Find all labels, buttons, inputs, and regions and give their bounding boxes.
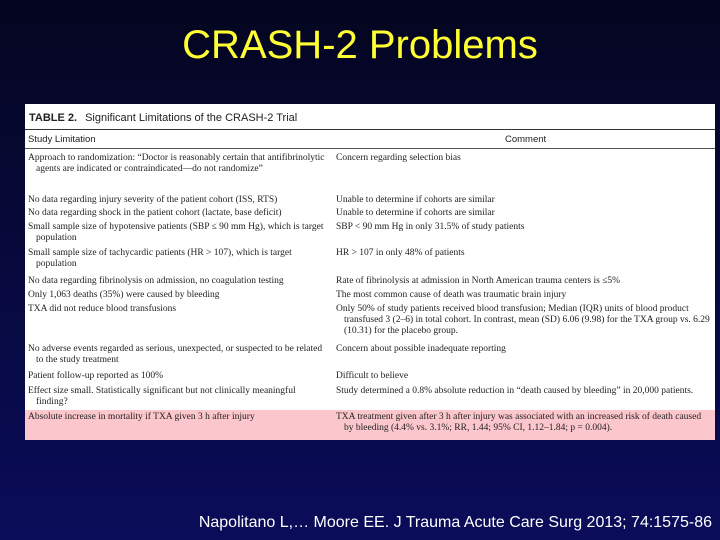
slide-title: CRASH-2 Problems bbox=[182, 23, 538, 67]
limitation-cell: TXA did not reduce blood transfusions bbox=[28, 304, 177, 314]
comment-cell: Unable to determine if cohorts are similar bbox=[336, 195, 495, 205]
comment-cell: Concern about possible inadequate reporting bbox=[336, 344, 506, 354]
limitation-cell: No data regarding injury severity of the patient cohort (ISS, RTS) bbox=[28, 195, 278, 205]
column-header-comment: Comment bbox=[505, 134, 547, 145]
comment-cell: Unable to determine if cohorts are similar bbox=[336, 208, 495, 218]
table-rule-header bbox=[25, 148, 715, 149]
limitation-cell: Absolute increase in mortality if TXA given 3 h after injury bbox=[28, 412, 255, 422]
comment-cell: TXA treatment given after 3 h after injury was associated with an increased risk of death caused by bleeding (4.4% vs. 3.1%; RR, 1.44; 95% CI, 1.12–1.84; p = 0.004). bbox=[336, 412, 702, 433]
comment-cell: Study determined a 0.8% absolute reduction in “death caused by bleeding” in 20,000 patients. bbox=[336, 386, 694, 396]
column-header-limitation: Study Limitation bbox=[28, 134, 96, 145]
citation: Napolitano L,… Moore EE. J Trauma Acute Care Surg 2013; 74:1575-86 bbox=[198, 514, 712, 531]
comment-cell: SBP < 90 mm Hg in only 31.5% of study patients bbox=[336, 222, 525, 232]
limitation-cell: No adverse events regarded as serious, unexpected, or suspected to be related to the study treatment bbox=[28, 344, 323, 365]
limitation-cell: Small sample size of tachycardic patients (HR > 107), which is target population bbox=[28, 248, 292, 269]
comment-cell: The most common cause of death was traumatic brain injury bbox=[336, 290, 567, 300]
comment-cell: Concern regarding selection bias bbox=[336, 153, 461, 163]
table-rule-top bbox=[25, 129, 715, 130]
limitation-cell: No data regarding shock in the patient cohort (lactate, base deficit) bbox=[28, 208, 282, 218]
table-caption bbox=[29, 112, 297, 124]
comment-cell: Rate of fibrinolysis at admission in North American trauma centers is ≤5% bbox=[336, 276, 621, 286]
table-caption-text: Significant Limitations of the CRASH-2 Trial bbox=[85, 112, 298, 124]
comment-cell: Only 50% of study patients received blood transfusion; Median (IQR) units of blood product transfused 3 (2–6) in total cohort. In contrast, mean (SD) 6.06 (9.98) for the TXA group vs. 6.29 (10.31) for the placebo group. bbox=[336, 304, 710, 336]
limitation-cell: No data regarding fibrinolysis on admission, no coagulation testing bbox=[28, 276, 284, 286]
limitation-cell: Patient follow-up reported as 100% bbox=[28, 371, 164, 381]
table-label: TABLE 2. bbox=[29, 112, 78, 124]
limitation-cell: Approach to randomization: “Doctor is reasonably certain that antifibrinolytic agents are indicated or contraindicated—do not randomize” bbox=[28, 153, 325, 174]
comment-cell: HR > 107 in only 48% of patients bbox=[336, 248, 465, 258]
limitation-cell: Small sample size of hypotensive patients (SBP ≤ 90 mm Hg), which is target population bbox=[28, 222, 324, 243]
comment-cell: Difficult to believe bbox=[336, 371, 409, 381]
table-row-highlighted bbox=[25, 410, 715, 440]
limitation-cell: Effect size small. Statistically significant but not clinically meaningful finding? bbox=[28, 386, 296, 407]
limitation-cell: Only 1,063 deaths (35%) were caused by bleeding bbox=[28, 290, 220, 300]
table-image bbox=[25, 104, 715, 440]
